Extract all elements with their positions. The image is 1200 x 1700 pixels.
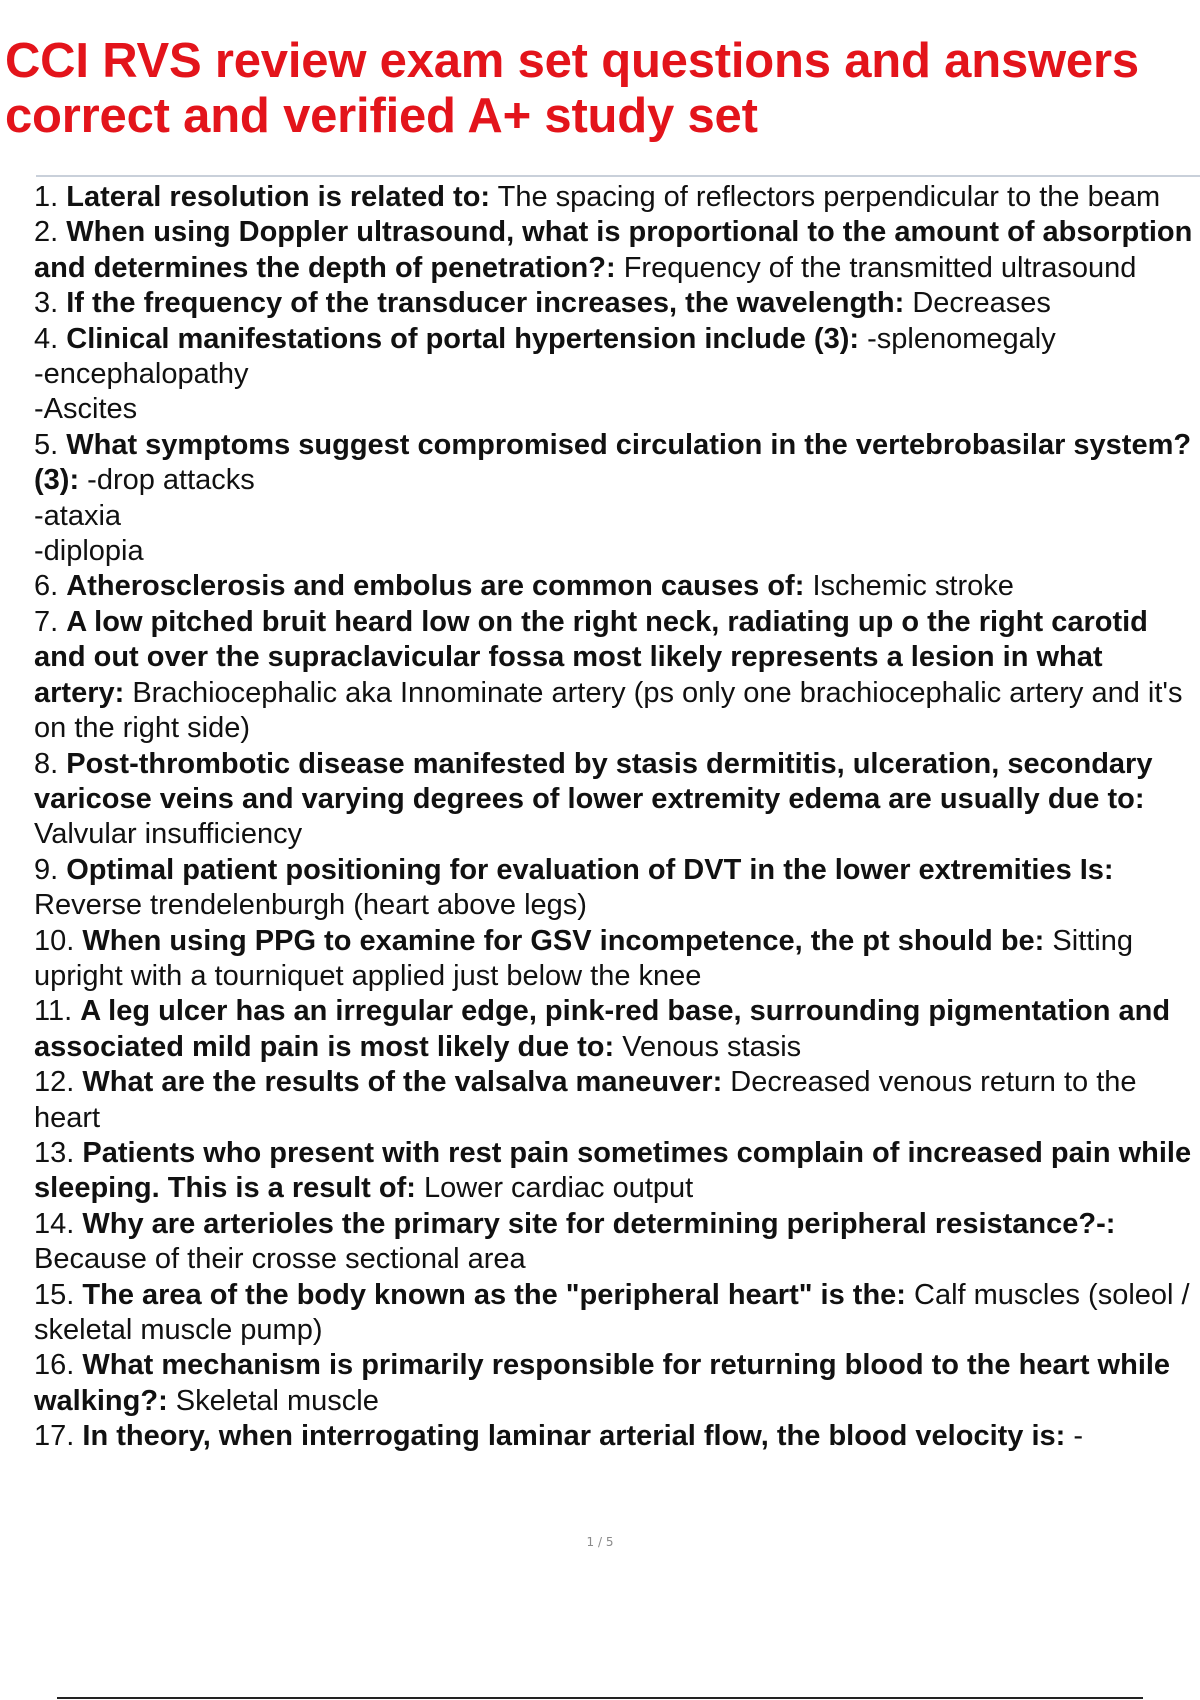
question-answer-list: [34, 180, 1200, 1455]
answer-text: Sitting upright with a tourniquet applied just below the knee: [34, 924, 1134, 992]
answer-text: -splenomegaly -encephalopathy -Ascites: [34, 322, 1056, 426]
list-item: [34, 428, 1200, 570]
item-number: 6.: [34, 570, 59, 603]
list-item: [34, 1207, 1200, 1278]
item-number: 2.: [34, 216, 59, 249]
item-number: 11.: [34, 995, 73, 1028]
footer-divider: [57, 1697, 1143, 1699]
item-number: 9.: [34, 853, 59, 886]
list-item: [34, 180, 1200, 215]
answer-text: Because of their crosse sectional area: [34, 1243, 526, 1276]
answer-text: Brachiocephalic aka Innominate artery (ps only one brachiocephalic artery and it's on the right side): [34, 676, 1183, 745]
item-number: 12.: [34, 1066, 75, 1099]
item-number: 13.: [34, 1136, 75, 1169]
list-item: [34, 853, 1200, 924]
item-number: 1.: [34, 181, 59, 213]
question-text: When using PPG to examine for GSV incompetence, the pt should be:: [82, 924, 1045, 957]
answer-text: Decreased venous return to the heart: [34, 1066, 1137, 1134]
question-text: The area of the body known as the "peripheral heart" is the:: [82, 1278, 906, 1311]
question-text: In theory, when interrogating laminar arterial flow, the blood velocity is:: [82, 1420, 1066, 1453]
item-number: 5.: [34, 428, 59, 461]
answer-text: Lower cardiac output: [423, 1172, 694, 1205]
answer-text: The spacing of reflectors perpendicular to the beam: [497, 181, 1161, 213]
item-number: 10.: [34, 924, 75, 957]
answer-text: Calf muscles (soleol / skeletal muscle pump): [34, 1278, 1190, 1346]
answer-text: Ischemic stroke: [812, 570, 1014, 603]
question-text: What symptoms suggest compromised circulation in the vertebrobasilar system? (3):: [34, 428, 1192, 497]
question-text: Optimal patient positioning for evaluation of DVT in the lower extremities Is:: [66, 853, 1114, 886]
list-item: [34, 1278, 1200, 1349]
list-item: [34, 747, 1200, 853]
answer-text: Decreases: [912, 287, 1051, 320]
list-item: [34, 569, 1200, 604]
question-text: A leg ulcer has an irregular edge, pink-red base, surrounding pigmentation and associated mild pain is most likely due to:: [34, 995, 1171, 1063]
list-item: [34, 286, 1200, 321]
answer-text: Venous stasis: [622, 1030, 802, 1063]
list-item: [34, 1348, 1200, 1419]
list-item: [34, 215, 1200, 286]
page-indicator: 1 / 5: [586, 1535, 614, 1549]
question-text: Why are arterioles the primary site for determining peripheral resistance?-:: [82, 1207, 1116, 1240]
item-number: 3.: [34, 287, 59, 320]
question-text: Clinical manifestations of portal hypertension include (3):: [66, 322, 860, 355]
item-number: 17.: [34, 1420, 75, 1453]
item-number: 8.: [34, 747, 59, 780]
list-item: [34, 1136, 1200, 1207]
answer-text: -drop attacks -ataxia -diplopia: [34, 464, 255, 568]
question-text: What are the results of the valsalva maneuver:: [82, 1066, 723, 1099]
list-item: [34, 605, 1200, 747]
document-title: CCI RVS review exam set questions and answers correct and verified A+ study set: [5, 34, 1139, 143]
list-item: [34, 322, 1200, 428]
item-number: 16.: [34, 1349, 75, 1382]
item-number: 14.: [34, 1207, 75, 1240]
list-item: [34, 924, 1200, 995]
answer-text: Reverse trendelenburgh (heart above legs): [34, 889, 587, 922]
question-text: A low pitched bruit heard low on the right neck, radiating up o the right carotid and out over the supraclavicular fossa most likely represents a lesion in what artery:: [34, 605, 1148, 709]
item-number: 15.: [34, 1278, 75, 1311]
question-text: Atherosclerosis and embolus are common causes of:: [66, 570, 805, 603]
title-divider: [36, 175, 1200, 177]
list-item: [34, 994, 1200, 1065]
item-number: 4.: [34, 322, 59, 355]
answer-text: Skeletal muscle: [175, 1384, 379, 1417]
question-text: Patients who present with rest pain sometimes complain of increased pain while sleeping. This is a result of:: [34, 1136, 1192, 1205]
answer-text: Valvular insufficiency: [34, 818, 303, 851]
question-text: If the frequency of the transducer increases, the wavelength:: [66, 287, 905, 320]
item-number: 7.: [34, 605, 59, 638]
list-item: [34, 1419, 1200, 1454]
question-text: Post-thrombotic disease manifested by stasis dermititis, ulceration, secondary varicose veins and varying degrees of lower extremity edema are usually due to:: [34, 747, 1153, 815]
answer-text: -: [1073, 1420, 1084, 1453]
question-text: When using Doppler ultrasound, what is proportional to the amount of absorption and determines the depth of penetration?:: [34, 216, 1193, 284]
question-text: Lateral resolution is related to:: [66, 181, 491, 213]
list-item: [34, 1065, 1200, 1136]
question-text: What mechanism is primarily responsible for returning blood to the heart while walking?:: [34, 1349, 1171, 1417]
answer-text: Frequency of the transmitted ultrasound: [623, 251, 1137, 284]
